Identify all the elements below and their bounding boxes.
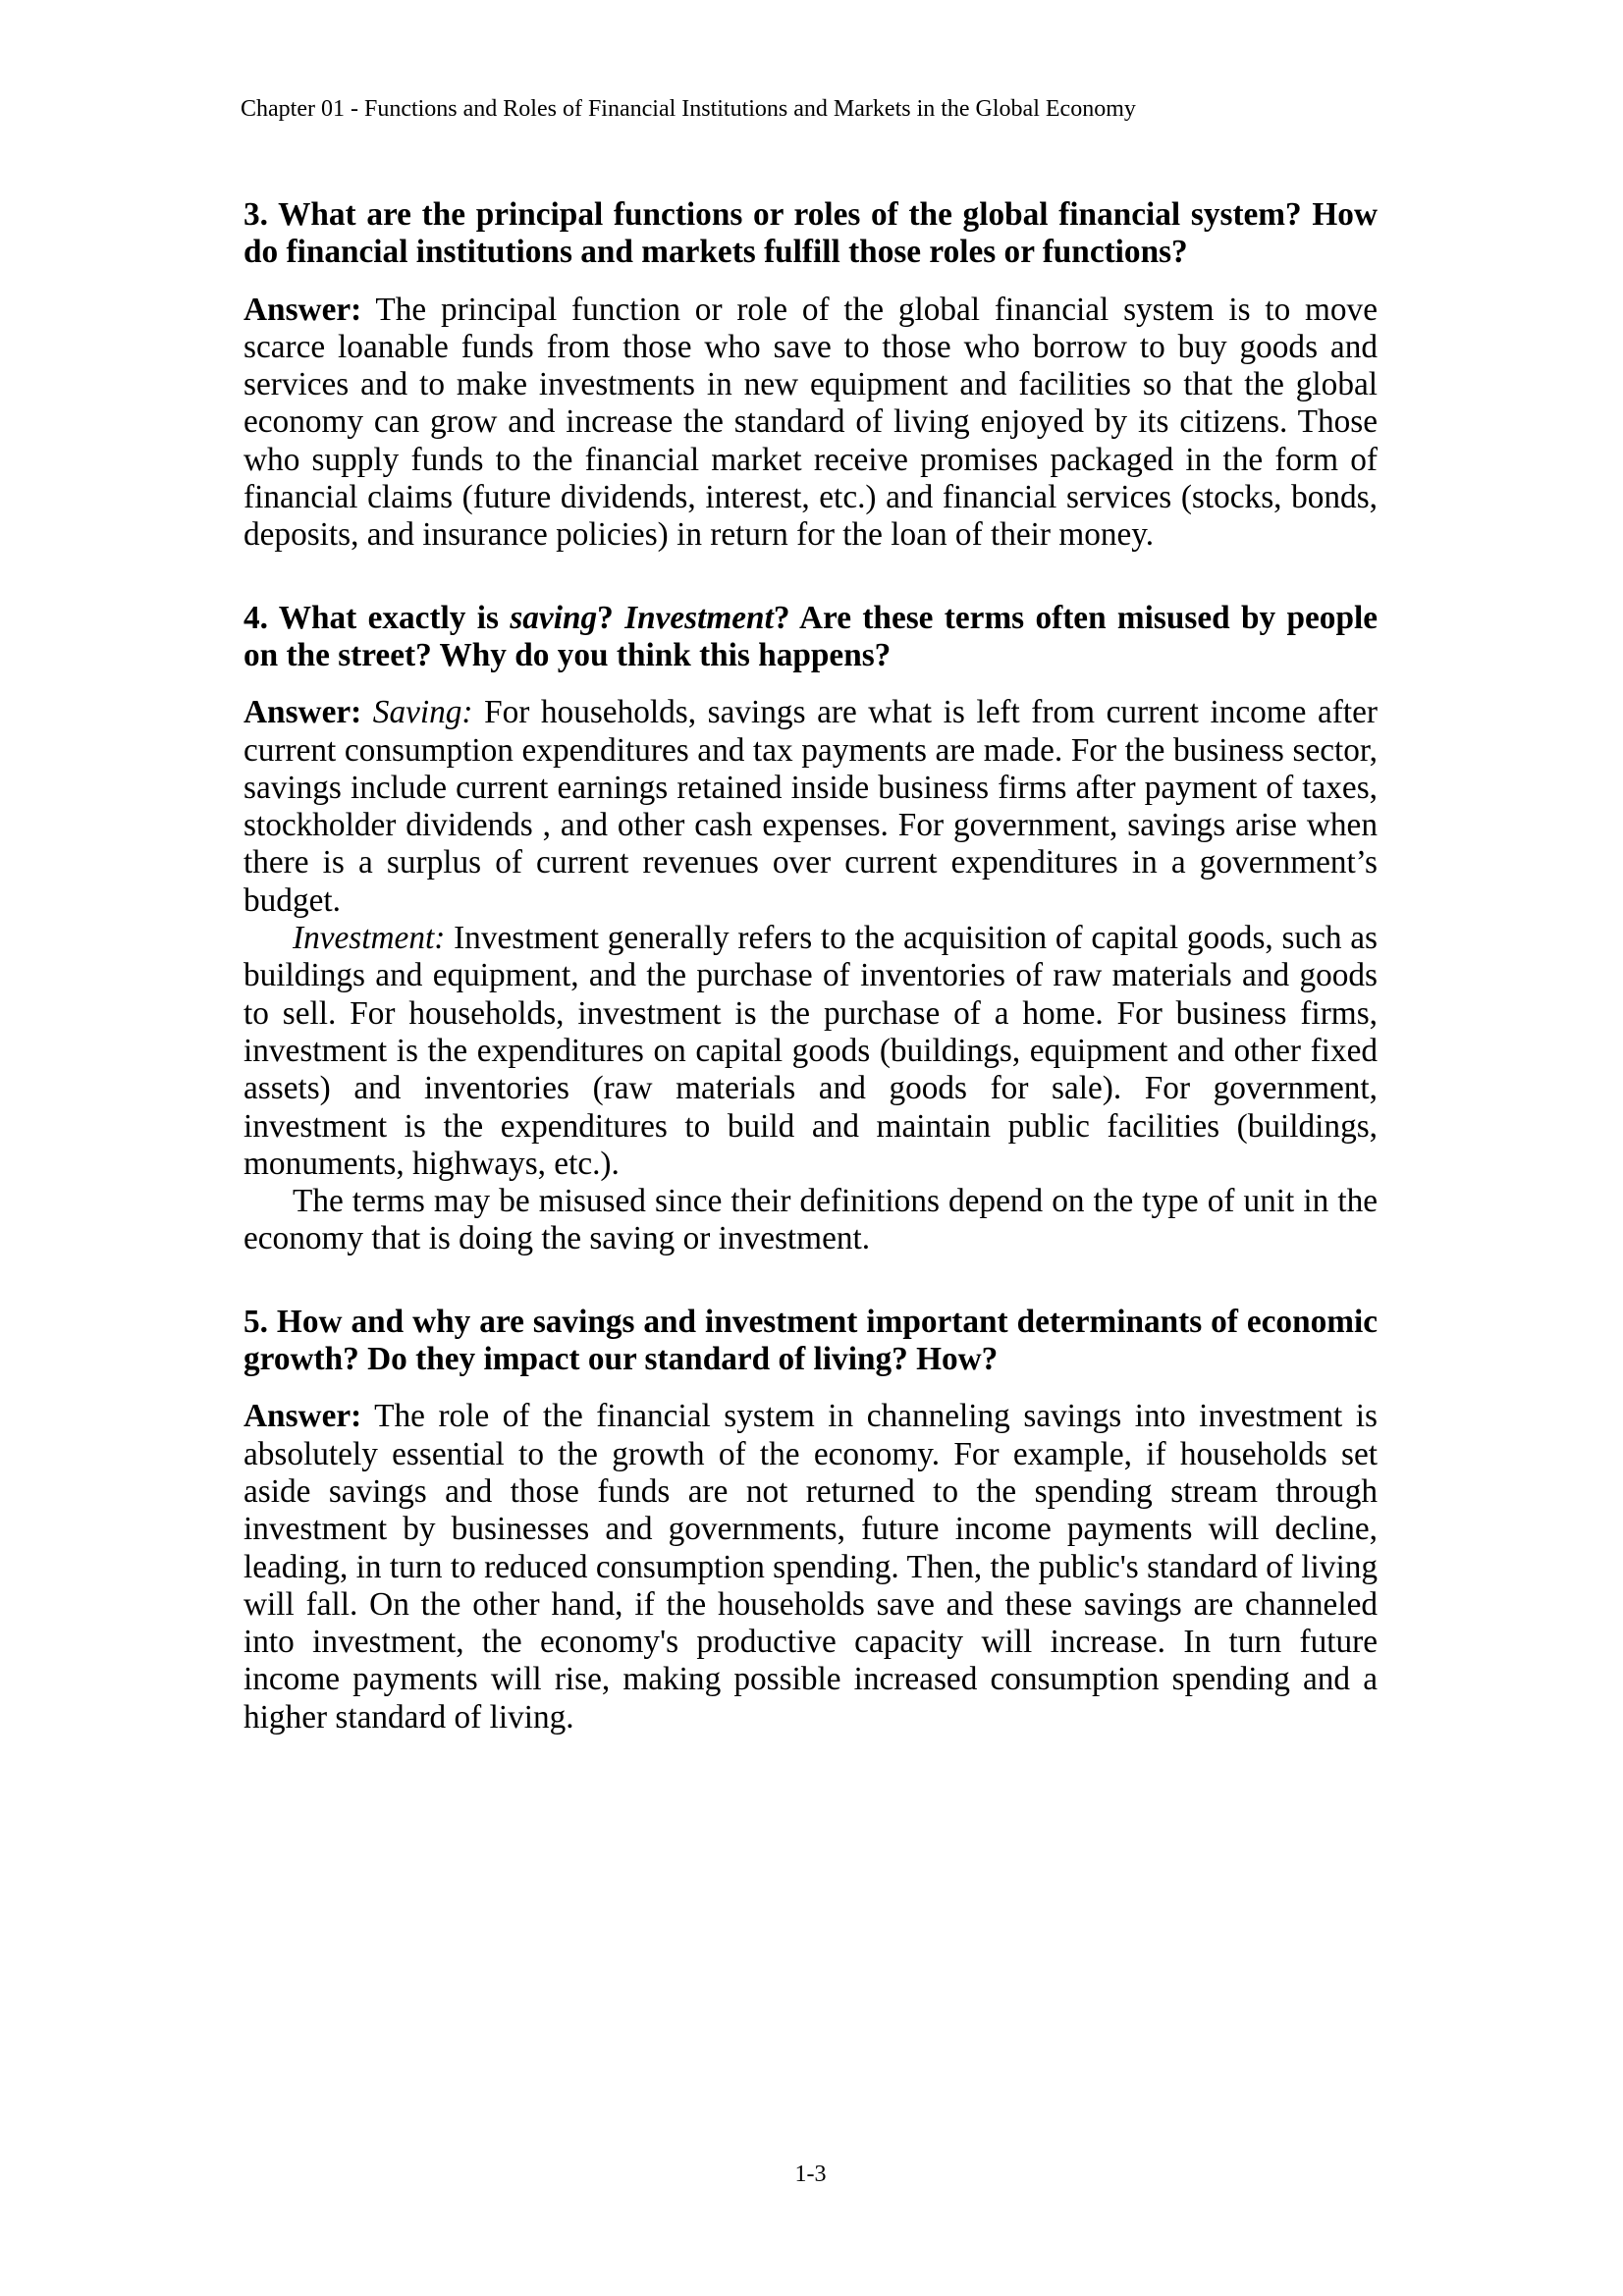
- question-heading: [243, 1304, 1378, 1379]
- question-text-run: 5. How and why are savings and investment important determinants of economic growth? Do they impact our standard of living? How?: [243, 1303, 1378, 1378]
- running-header: Chapter 01 - Functions and Roles of Financial Institutions and Markets in the Global Economy: [241, 96, 1136, 122]
- answer-paragraph: [243, 920, 1378, 1183]
- answer-paragraph: [243, 292, 1378, 555]
- question-heading: [243, 600, 1378, 675]
- question-text-run: saving: [510, 599, 598, 636]
- question-text-run: 4. What exactly is: [243, 599, 511, 636]
- document-body: [243, 196, 1378, 1736]
- answer-text-run: Saving:: [372, 694, 473, 731]
- answer-paragraph: [243, 1398, 1378, 1736]
- question-text-run: Investment: [624, 599, 774, 636]
- answer-text-run: Investment:: [293, 920, 446, 957]
- answer-paragraph: [243, 694, 1378, 920]
- question-text-run: 3. What are the principal functions or roles of the global financial system? How do financial institutions and markets fulfill those roles or functions?: [243, 196, 1378, 271]
- answer-text-run: Answer:: [243, 291, 362, 328]
- answer-text-run: Answer:: [243, 694, 362, 731]
- question-heading: [243, 196, 1378, 272]
- answer-text-run: Answer:: [243, 1398, 362, 1435]
- question-text-run: ?: [597, 599, 625, 636]
- page-number: 1-3: [794, 2162, 827, 2187]
- answer-text-run: [361, 694, 373, 730]
- answer-text-run: The principal function or role of the global financial system is to move scarce loanable funds from those who save to those who borrow to buy goods and services and to make investments in new equipment and facilities so that the global economy can grow and increase the standard of living enjoyed by its citizens. Those who supply funds to the financial market receive promises packaged in the form of financial claims (future dividends, interest, etc.) and financial services (stocks, bonds, deposits, and insurance policies) in return for the loan of their money.: [243, 291, 1378, 554]
- answer-text-run: The terms may be misused since their definitions depend on the type of unit in the economy that is doing the saving or investment.: [243, 1183, 1378, 1257]
- answer-text-run: Investment generally refers to the acquisition of capital goods, such as buildings and equipment, and the purchase of inventories of raw materials and goods to sell. For households, investment is the purchase of a home. For business firms, investment is the expenditures on capital goods (buildings, equipment and other fixed assets) and inventories (raw materials and goods for sale). For government, investment is the expenditures to build and maintain public facilities (buildings, monuments, highways, etc.).: [243, 920, 1378, 1182]
- answer-text-run: For households, savings are what is left from current income after current consumption expenditures and tax payments are made. For the business sector, savings include current earnings retained inside business firms after payment of taxes, stockholder dividends , and other cash expenses. For government, savings arise when there is a surplus of current revenues over current expenditures in a government’s budget.: [243, 694, 1378, 919]
- answer-paragraph: [243, 1183, 1378, 1258]
- question-text-run: ? Are these terms often misused by people on the street? Why do you think this happens?: [243, 599, 1378, 673]
- answer-text-run: The role of the financial system in channeling savings into investment is absolutely essential to the growth of the economy. For example, if households set aside savings and those funds are not returned to the spending stream through investment by businesses and governments, future income payments will decline, leading, in turn to reduced consumption spending. Then, the public's standard of living will fall. On the other hand, if the households save and these savings are channeled into investment, the economy's productive capacity will increase. In turn future income payments will rise, making possible increased consumption spending and a higher standard of living.: [243, 1398, 1378, 1735]
